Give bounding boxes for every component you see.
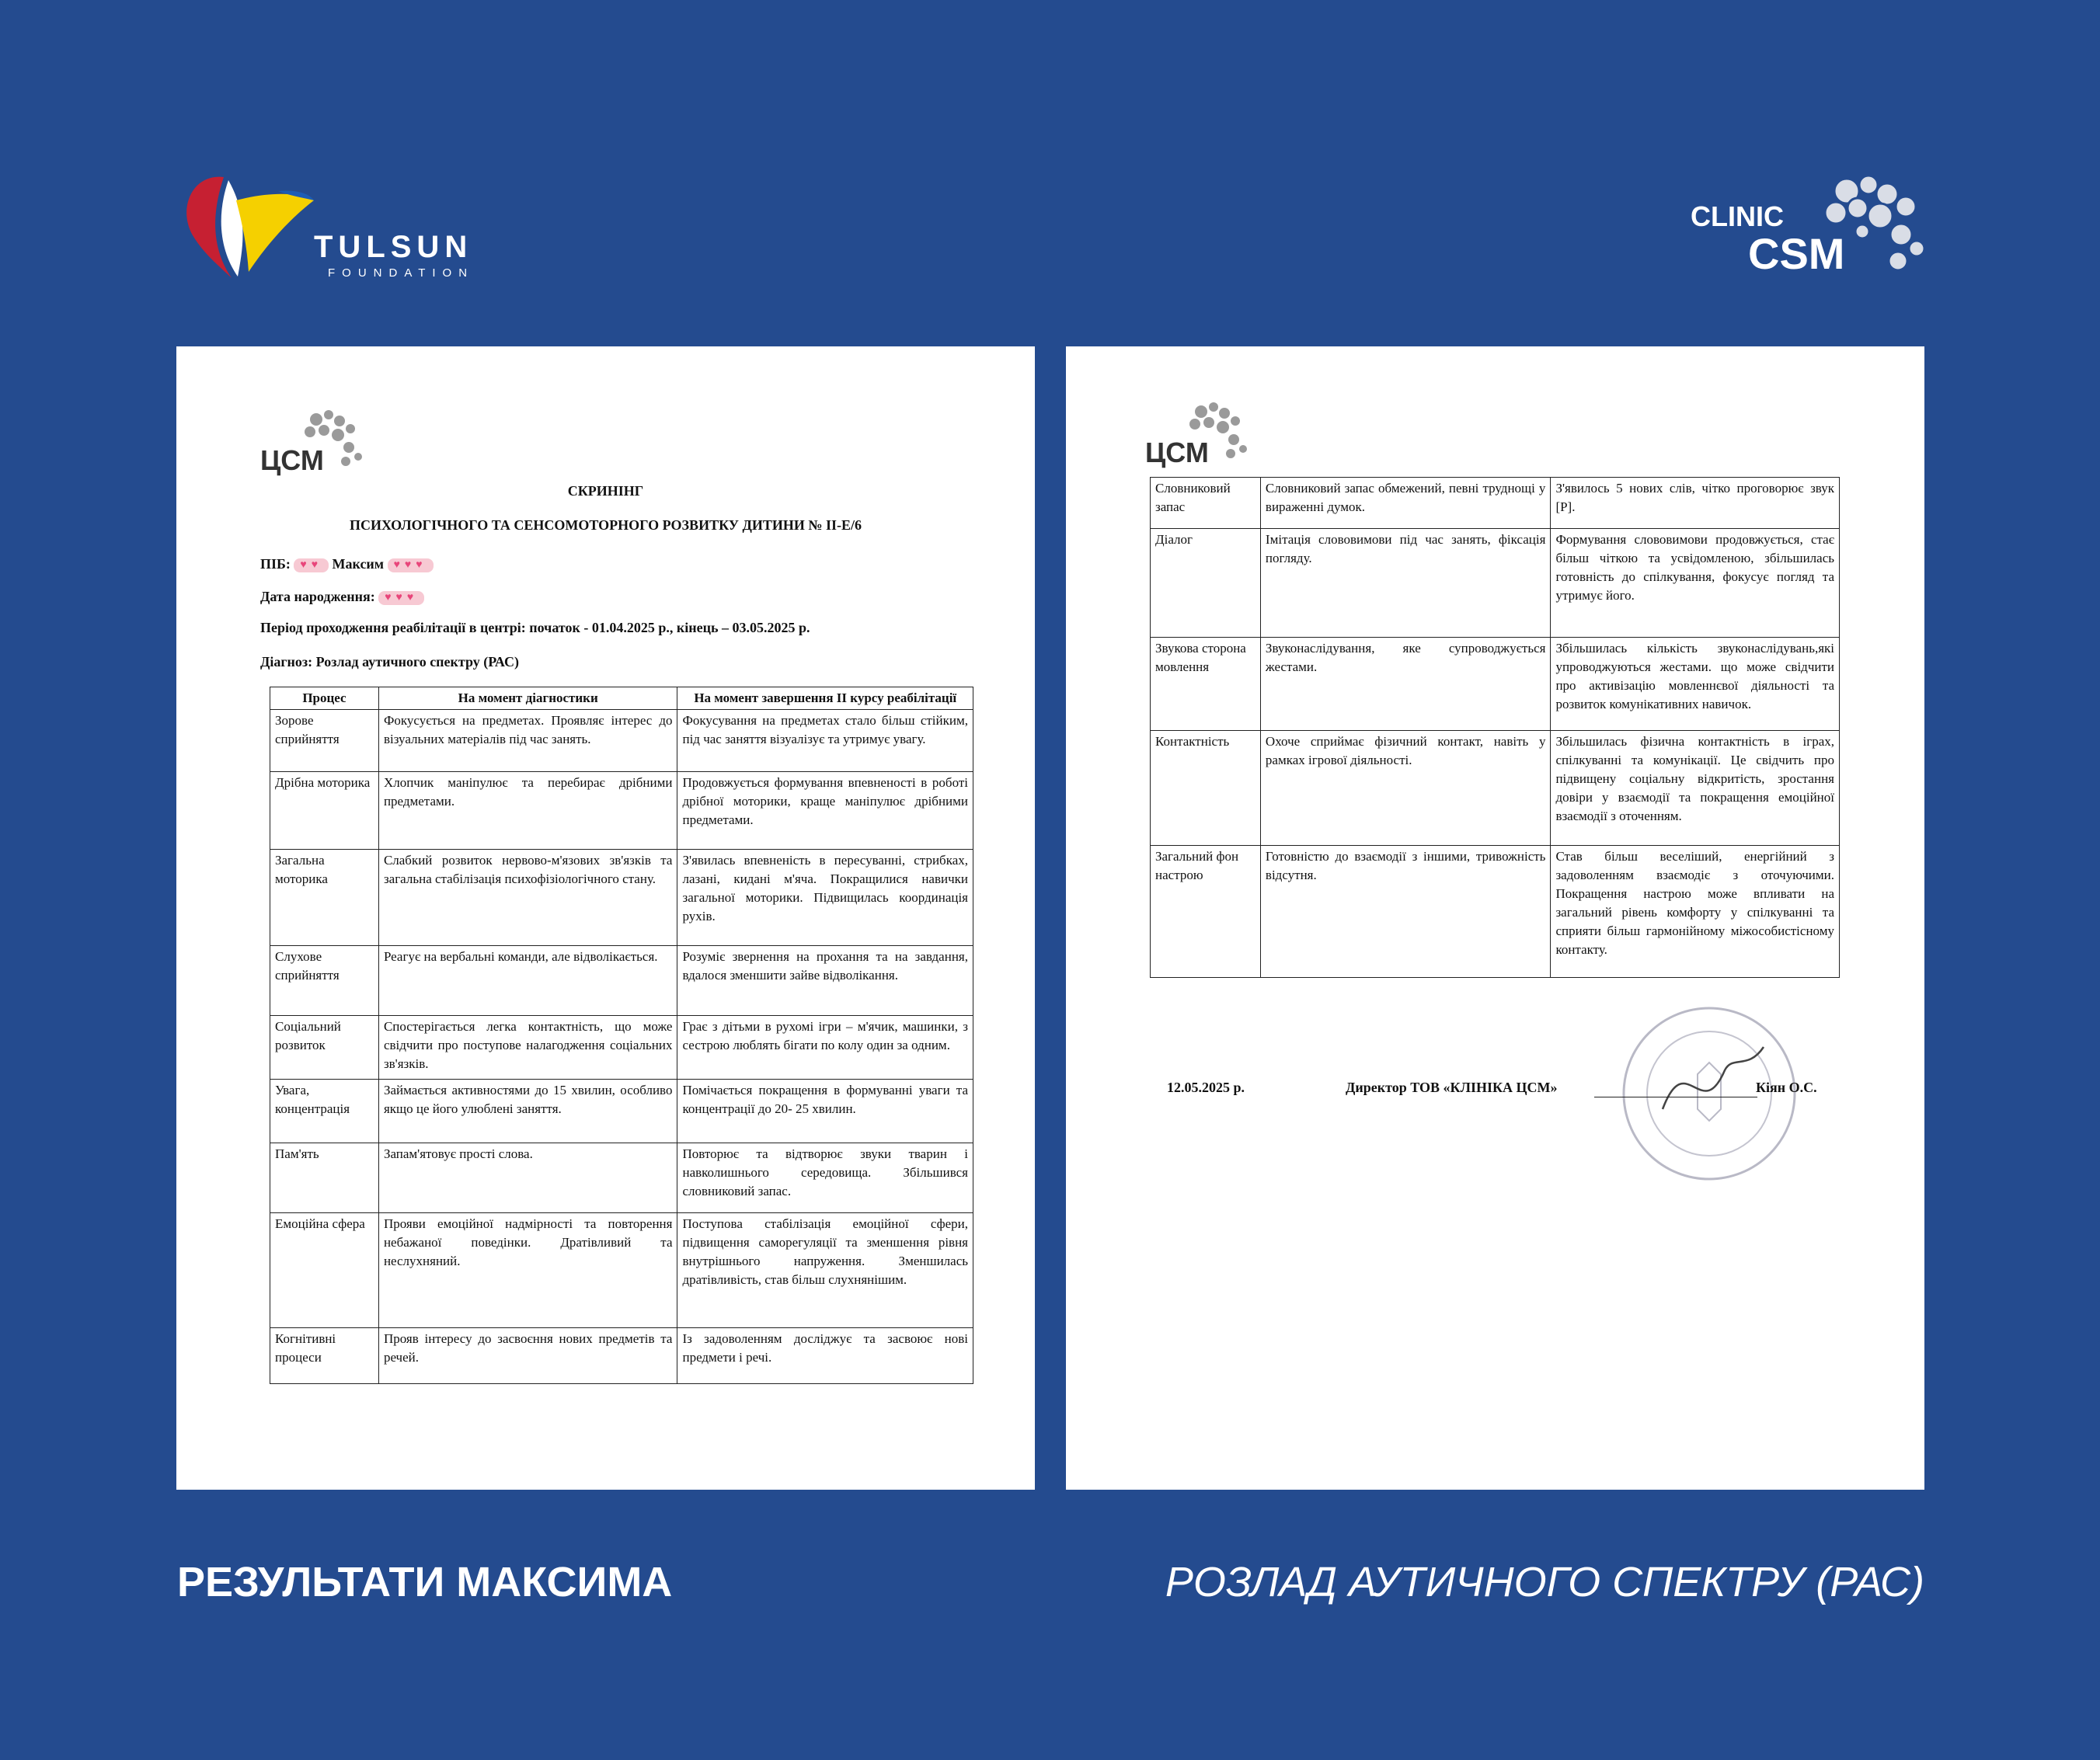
process-cell: Загальна моторика [270,850,379,946]
completion-cell: Збільшилась кількість звуконаслідувань,які упроводжуються жестами. що може свідчити про активізацію мовленнєвої діяльності та розвиток комунікативних навичок. [1551,638,1840,731]
pib-name: Максим [332,556,385,572]
completion-cell: Формування слововимови продовжується, стає більш чіткою та усвідомленою, збільшилась готовність до спілкування, фокусує погляд та утримує його. [1551,529,1840,638]
redacted-surname: ♥♥ [294,558,329,572]
screening-table-2 [1150,477,1840,978]
completion-cell: Поступова стабілізація емоційної сфери, підвищення саморегуляції та зменшення рівня внутрішнього напруження. Зменшилась дратівливість, став більш слухнянішим. [677,1213,973,1328]
diagnosis-line: Діагноз: Розлад аутичного спектру (РАС) [260,654,520,670]
diagnostics-cell: Реагує на вербальні команди, але відволікається. [378,946,677,1016]
table-row [270,946,973,1016]
table-row [270,1213,973,1328]
clinic-csm-logo [1686,169,1935,286]
completion-cell: Продовжується формування впевненості в роботі дрібної моторики, краще маніпулює дрібними предметами. [677,772,973,850]
table-row [270,710,973,772]
doc-logo [1145,399,1262,469]
signature-date: 12.05.2025 р. [1167,1080,1245,1095]
process-cell: Когнітивні процеси [270,1328,379,1384]
tulsun-logo [177,169,503,286]
diagnostics-cell: Запам'ятовує прості слова. [378,1143,677,1213]
completion-cell: З'явилась впевненість в пересуванні, стрибках, лазані, кидані м'яча. Покращилися навички загальної моторики. Підвищилась координація рухів. [677,850,973,946]
table-row [270,850,973,946]
clinic-label: CLINIC [1691,200,1784,232]
diagnostics-cell: Прояви емоційної надмірності та повторення небажаної поведінки. Дратівливий та неслухняний. [378,1213,677,1328]
diagnostics-cell: Імітація слововимови під час занять, фіксація погляду. [1260,529,1551,638]
table-row [1151,478,1840,529]
process-cell: Діалог [1151,529,1261,638]
table-row [270,1016,973,1080]
col-header-completion: На момент завершення ІІ курсу реабілітації [677,687,973,710]
table-row [270,772,973,850]
process-cell: Пам'ять [270,1143,379,1213]
process-cell: Загальний фон настрою [1151,846,1261,978]
tulsun-wordmark: TULSUN [314,230,473,264]
completion-cell: Повторює та відтворює звуки тварин і навколишнього середовища. Збільшився словниковий запас. [677,1143,973,1213]
molecule-icon [1806,169,1931,282]
doc-logo [260,407,377,477]
completion-cell: З'явилось 5 нових слів, чітко проговорює звук [Р]. [1551,478,1840,529]
tulsun-heart-icon [177,169,317,286]
diagnostics-cell: Спостерігається легка контактність, що може свідчити про поступове налагодження соціальних зв'язків. [378,1016,677,1080]
table-row [270,1328,973,1384]
director-name: Кіян О.С. [1756,1080,1817,1095]
table-row [1151,529,1840,638]
process-cell: Соціальний розвиток [270,1016,379,1080]
process-cell: Контактність [1151,731,1261,846]
screening-page-2 [1066,346,1924,1490]
process-cell: Дрібна моторика [270,772,379,850]
birth-label: Дата народження: [260,589,375,604]
redacted-patronymic: ♥♥♥ [388,558,434,572]
col-header-diagnostics: На момент діагностики [378,687,677,710]
completion-cell: Став більш веселіший, енергійний з задоволенням взаємодіє з оточуючими. Покращення настрою може впливати на загальний рівень комфорту у спілкуванні та сприяти більш гармонійному міжособистісному контакту. [1551,846,1840,978]
table-header-row [270,687,973,710]
doc-subtitle: ПСИХОЛОГІЧНОГО ТА СЕНСОМОТОРНОГО РОЗВИТКУ ДИТИНИ № ІІ-Е/6 [350,517,862,533]
completion-cell: Розуміє звернення на прохання та на завдання, вдалося зменшити зайве відволікання. [677,946,973,1016]
completion-cell: Збільшилась фізична контактність в іграх, спілкуванні та комунікації. Це свідчить про підвищену соціальну відкритість, зростання довіри у взаємодії та покращення емоційної взаємодії з оточенням. [1551,731,1840,846]
process-cell: Зорове сприйняття [270,710,379,772]
pib-line [260,556,434,572]
diagnostics-cell: Фокусується на предметах. Проявляє інтерес до візуальних матеріалів під час занять. [378,710,677,772]
diagnostics-cell: Прояв інтересу до засвоєння нових предметів та речей. [378,1328,677,1384]
diagnostics-cell: Займається активностями до 15 хвилин, особливо якщо це його улюблені заняття. [378,1080,677,1143]
completion-cell: Із задоволенням досліджує та засвоює нові предмети і речі. [677,1328,973,1384]
completion-cell: Грає з дітьми в рухомі ігри – м'ячик, машинки, з сестрою люблять бігати по колу один за одним. [677,1016,973,1080]
completion-cell: Фокусування на предметах стало більш стійким, під час заняття візуалізує та утримує увагу. [677,710,973,772]
diagnostics-cell: Словниковий запас обмежений, певні труднощі у вираженні думок. [1260,478,1551,529]
process-cell: Емоційна сфера [270,1213,379,1328]
diagnostics-cell: Слабкий розвиток нервово-м'язових зв'язків та загальна стабілізація психофізіологічного стану. [378,850,677,946]
diagnostics-cell: Хлопчик маніпулює та перебирає дрібними предметами. [378,772,677,850]
doc-title: СКРИНІНГ [567,483,644,499]
director-title: Директор ТОВ «КЛІНІКА ЦСМ» [1346,1080,1558,1095]
doc-logo-text: ЦСМ [1145,437,1209,468]
table-row [1151,846,1840,978]
diagnostics-cell: Звуконаслідування, яке супроводжується жестами. [1260,638,1551,731]
diagnostics-cell: Готовністю до взаємодії з іншими, тривожність відсутня. [1260,846,1551,978]
birth-line [260,589,424,605]
table-row [1151,638,1840,731]
process-cell: Увага, концентрація [270,1080,379,1143]
table-row [270,1143,973,1213]
csm-wordmark: CSM [1748,229,1845,278]
process-cell: Словниковий запас [1151,478,1261,529]
screening-table-1 [270,687,973,1384]
screening-page-1 [176,346,1035,1490]
pib-label: ПІБ: [260,556,291,572]
col-header-process: Процес [270,687,379,710]
redacted-birthdate: ♥♥♥ [378,591,424,605]
caption-results: РЕЗУЛЬТАТИ МАКСИМА [177,1559,673,1605]
table-row [270,1080,973,1143]
caption-diagnosis: РОЗЛАД АУТИЧНОГО СПЕКТРУ (РАС) [1165,1559,1924,1605]
process-cell: Слухове сприйняття [270,946,379,1016]
tulsun-subtitle: FOUNDATION [328,266,475,280]
period-line: Період проходження реабілітації в центрі: початок - 01.04.2025 р., кінець – 03.05.2025 р. [260,620,810,635]
doc-logo-text: ЦСМ [260,444,324,476]
completion-cell: Помічається покращення в формуванні уваги та концентрації до 20- 25 хвилин. [677,1080,973,1143]
table-row [1151,731,1840,846]
process-cell: Звукова сторона мовлення [1151,638,1261,731]
diagnostics-cell: Охоче сприймає фізичний контакт, навіть у рамках ігрової діяльності. [1260,731,1551,846]
